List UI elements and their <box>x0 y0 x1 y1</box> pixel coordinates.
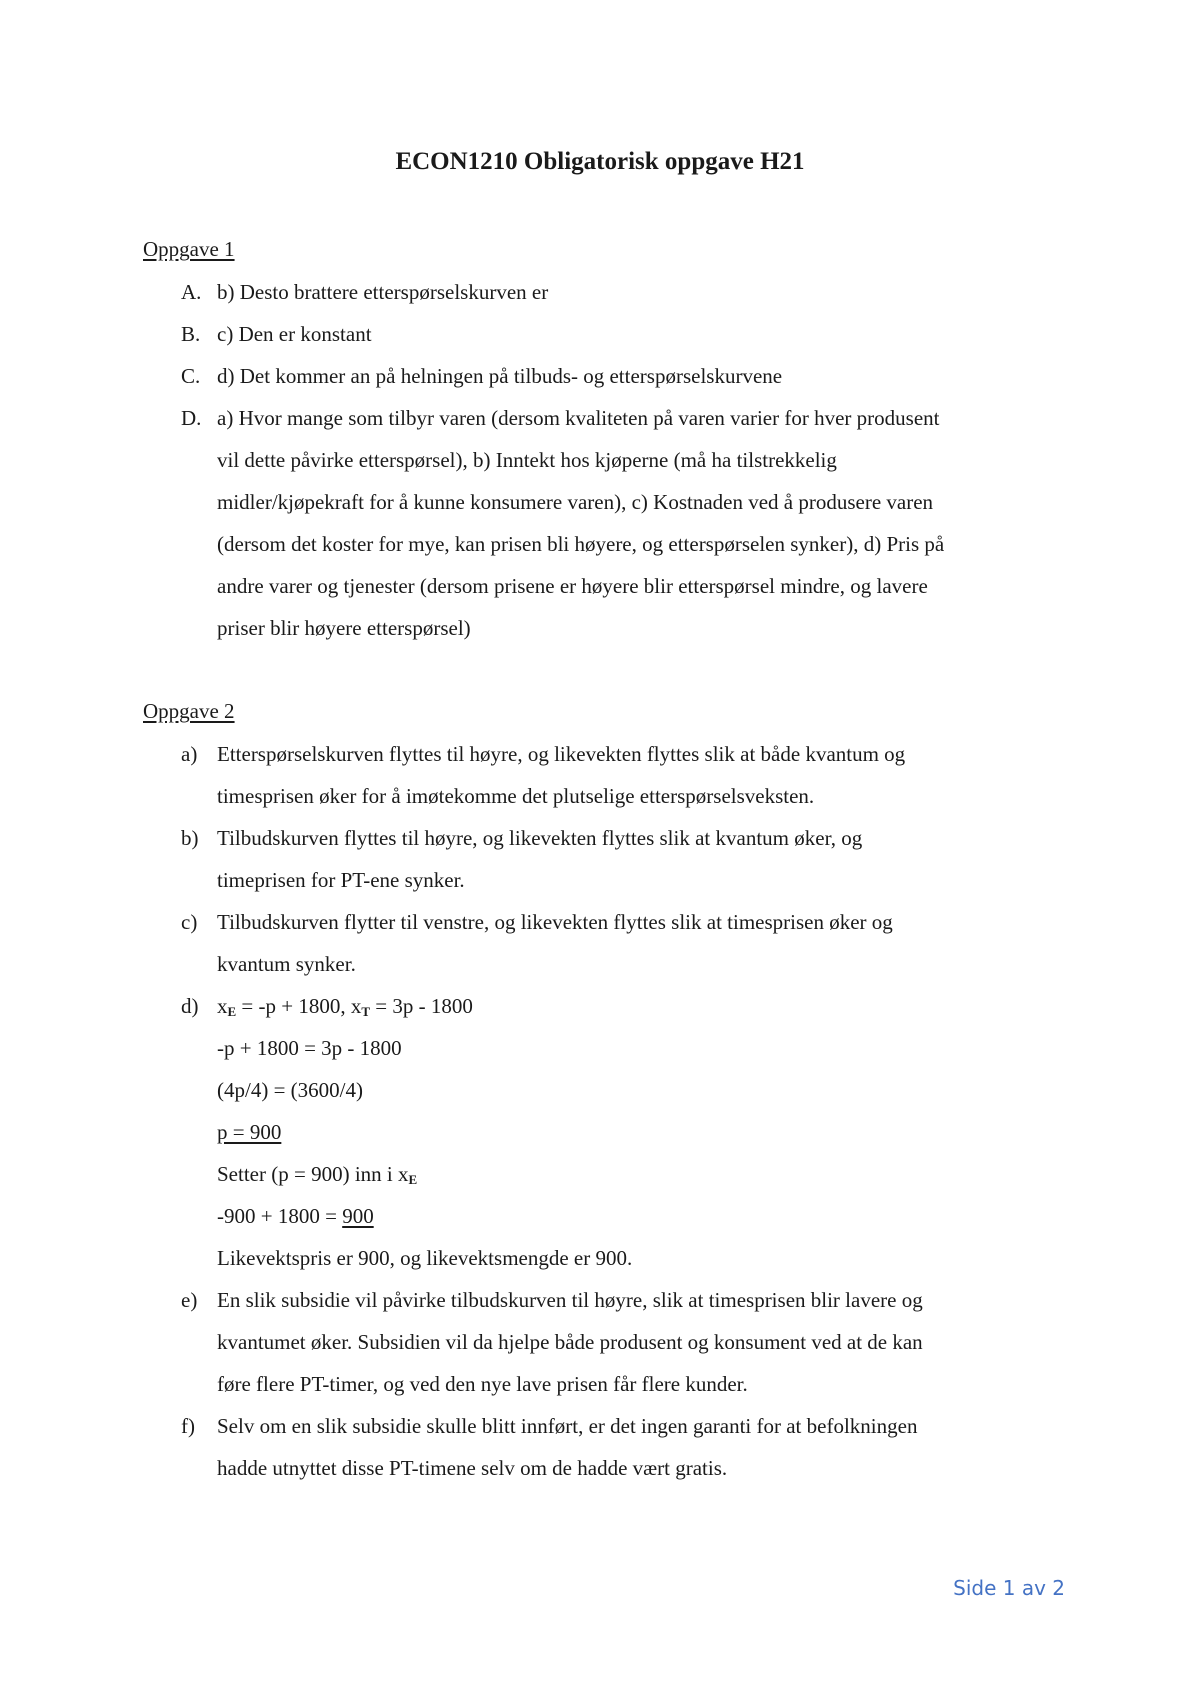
equation-text: = -p + 1800, x <box>236 994 362 1018</box>
answer-line: Selv om en slik subsidie skulle blitt innført, er det ingen garanti for at befolkningen <box>217 1414 918 1438</box>
answer-line: d) Det kommer an på helningen på tilbuds- og etterspørselskurvene <box>217 364 783 388</box>
list-item <box>143 271 1073 313</box>
list-marker: C. <box>181 364 201 388</box>
answer-line: kvantumet øker. Subsidien vil da hjelpe både produsent og konsument ved at de kan <box>217 1330 923 1354</box>
section-heading-oppgave-1: Oppgave 1 <box>143 237 235 261</box>
section-heading-oppgave-2: Oppgave 2 <box>143 699 235 723</box>
list-item <box>143 1405 1073 1489</box>
answer-line: vil dette påvirke etterspørsel), b) Inntekt hos kjøperne (må ha tilstrekkelig <box>217 448 837 472</box>
subscript: T <box>361 1004 371 1019</box>
list-marker: a) <box>181 742 198 766</box>
equation-line <box>217 1153 1073 1195</box>
equation-text: Setter (p = 900) inn i x <box>217 1162 409 1186</box>
list-marker: B. <box>181 322 201 346</box>
answer-line: b) Desto brattere etterspørselskurven er <box>217 280 549 304</box>
list-item <box>143 733 1073 817</box>
equation-line: (4p/4) = (3600/4) <box>217 1078 363 1102</box>
answer-line: a) Hvor mange som tilbyr varen (dersom kvaliteten på varen varier for hver produsent <box>217 406 940 430</box>
equation-text: -900 + 1800 = <box>217 1204 343 1228</box>
list-item <box>143 985 1073 1279</box>
list-marker: c) <box>181 910 198 934</box>
subscript: E <box>227 1004 237 1019</box>
list-item <box>143 901 1073 985</box>
subscript: E <box>408 1172 418 1187</box>
answer-line: kvantum synker. <box>217 952 356 976</box>
equation-line <box>217 1111 1073 1153</box>
list-item <box>143 355 1073 397</box>
list-item <box>143 1279 1073 1405</box>
equation-result: 900 <box>342 1204 374 1228</box>
answer-line: timesprisen øker for å imøtekomme det plutselige etterspørselsveksten. <box>217 784 815 808</box>
answer-line: En slik subsidie vil påvirke tilbudskurven til høyre, slik at timesprisen blir lavere og <box>217 1288 923 1312</box>
oppgave-2-list <box>143 733 1073 1489</box>
equation-line: -p + 1800 = 3p - 1800 <box>217 1036 402 1060</box>
answer-line: c) Den er konstant <box>217 322 372 346</box>
list-item <box>143 397 1073 649</box>
answer-line: midler/kjøpekraft for å kunne konsumere varen), c) Kostnaden ved å produsere varen <box>217 490 934 514</box>
answer-line: priser blir høyere etterspørsel) <box>217 616 471 640</box>
answer-line: Likevektspris er 900, og likevektsmengde er 900. <box>217 1246 633 1270</box>
equation-text: = 3p - 1800 <box>370 994 473 1018</box>
list-marker: A. <box>181 280 202 304</box>
answer-line: (dersom det koster for mye, kan prisen bli høyere, og etterspørselen synker), d) Pris på <box>217 532 945 556</box>
list-marker: e) <box>181 1288 198 1312</box>
list-item <box>143 313 1073 355</box>
list-marker: f) <box>181 1414 195 1438</box>
list-marker: D. <box>181 406 202 430</box>
document-title: ECON1210 Obligatorisk oppgave H21 <box>395 148 805 175</box>
equation-result: p = 900 <box>217 1120 282 1144</box>
answer-line: hadde utnyttet disse PT-timene selv om de hadde vært gratis. <box>217 1456 728 1480</box>
list-marker: b) <box>181 826 199 850</box>
oppgave-1-list <box>143 271 1073 649</box>
list-item <box>143 817 1073 901</box>
answer-line: føre flere PT-timer, og ved den nye lave prisen får flere kunder. <box>217 1372 748 1396</box>
answer-line: Tilbudskurven flytter til venstre, og likevekten flyttes slik at timesprisen øker og <box>217 910 893 934</box>
equation-line <box>217 1195 1073 1237</box>
page-number: Side 1 av 2 <box>953 1576 1065 1600</box>
list-marker: d) <box>181 994 199 1018</box>
answer-line: andre varer og tjenester (dersom prisene er høyere blir etterspørsel mindre, og lavere <box>217 574 928 598</box>
equation-line <box>217 985 1073 1027</box>
answer-line: Tilbudskurven flyttes til høyre, og likevekten flyttes slik at kvantum øker, og <box>217 826 863 850</box>
answer-line: timeprisen for PT-ene synker. <box>217 868 465 892</box>
equation-text: x <box>217 994 228 1018</box>
answer-line: Etterspørselskurven flyttes til høyre, og likevekten flyttes slik at både kvantum og <box>217 742 906 766</box>
